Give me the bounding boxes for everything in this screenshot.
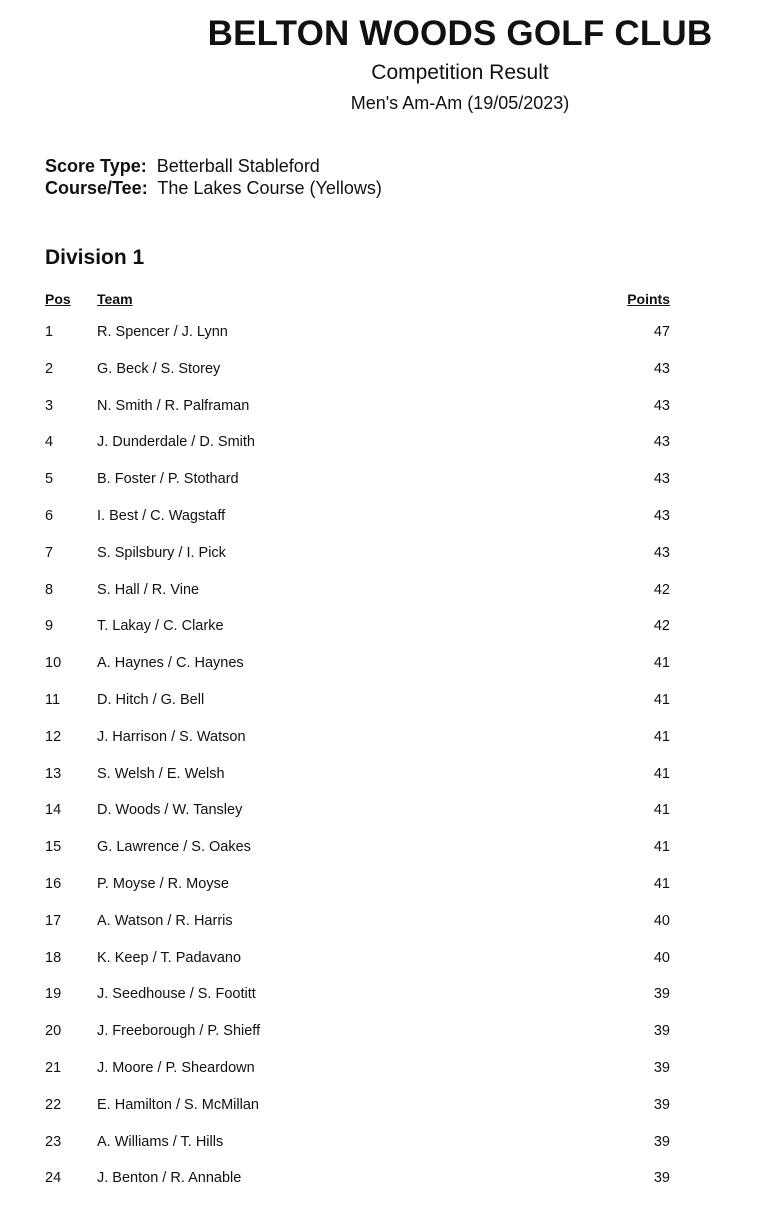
- row-team: T. Lakay / C. Clarke: [97, 618, 224, 635]
- table-row: [0, 837, 773, 874]
- row-team: D. Woods / W. Tansley: [97, 802, 243, 819]
- row-team: B. Foster / P. Stothard: [97, 471, 239, 488]
- row-points: 40: [653, 912, 670, 929]
- club-name: BELTON WOODS GOLF CLUB: [207, 14, 713, 53]
- row-team: K. Keep / T. Padavano: [97, 949, 242, 966]
- table-row: [0, 874, 773, 911]
- row-pos: 5: [45, 471, 54, 488]
- row-points: 39: [653, 1170, 670, 1187]
- row-points: 43: [653, 397, 670, 414]
- table-row: [0, 1132, 773, 1169]
- row-points: 43: [653, 544, 670, 561]
- column-header-pos: Pos: [45, 291, 71, 307]
- table-row: [0, 800, 773, 837]
- score-type-label: Score Type:: [45, 156, 147, 176]
- table-row: [0, 911, 773, 948]
- row-team: P. Moyse / R. Moyse: [97, 875, 229, 892]
- row-pos: 8: [45, 581, 54, 598]
- row-points: 43: [653, 360, 670, 377]
- row-points: 43: [653, 434, 670, 451]
- row-pos: 21: [45, 1059, 62, 1076]
- row-points: 43: [653, 507, 670, 524]
- row-pos: 23: [45, 1133, 62, 1150]
- table-row: [0, 432, 773, 469]
- table-row: [0, 1168, 773, 1205]
- row-pos: 15: [45, 839, 62, 856]
- row-points: 41: [653, 655, 670, 672]
- row-pos: 2: [45, 360, 54, 377]
- row-team: A. Williams / T. Hills: [97, 1133, 224, 1150]
- row-team: D. Hitch / G. Bell: [97, 691, 205, 708]
- row-team: S. Hall / R. Vine: [97, 581, 200, 598]
- row-pos: 11: [45, 691, 61, 708]
- table-row: [0, 690, 773, 727]
- row-points: 40: [653, 949, 670, 966]
- row-team: A. Haynes / C. Haynes: [97, 655, 244, 672]
- row-pos: 14: [45, 802, 62, 819]
- row-team: J. Moore / P. Sheardown: [97, 1059, 255, 1076]
- row-points: 43: [653, 471, 670, 488]
- row-pos: 9: [45, 618, 54, 635]
- course-tee-value: The Lakes Course (Yellows): [157, 178, 382, 198]
- page-title: Competition Result: [371, 61, 549, 84]
- row-team: J. Dunderdale / D. Smith: [97, 434, 255, 451]
- results-table: [0, 322, 773, 1205]
- row-pos: 20: [45, 1023, 62, 1040]
- row-points: 41: [653, 765, 670, 782]
- row-team: A. Watson / R. Harris: [97, 912, 233, 929]
- table-row: [0, 543, 773, 580]
- row-points: 39: [653, 1133, 670, 1150]
- row-pos: 17: [45, 912, 62, 929]
- row-pos: 24: [45, 1170, 62, 1187]
- course-tee-label: Course/Tee:: [45, 178, 148, 198]
- table-row: [0, 948, 773, 985]
- table-row: [0, 1058, 773, 1095]
- row-points: 41: [653, 728, 670, 745]
- table-row: [0, 506, 773, 543]
- table-row: [0, 469, 773, 506]
- division-title: Division 1: [45, 246, 145, 269]
- row-pos: 10: [45, 655, 62, 672]
- row-points: 39: [653, 1096, 670, 1113]
- row-pos: 4: [45, 434, 54, 451]
- table-row: [0, 653, 773, 690]
- column-header-points: Points: [627, 291, 670, 307]
- row-pos: 12: [45, 728, 62, 745]
- row-points: 41: [653, 691, 670, 708]
- course-tee: [45, 178, 382, 199]
- row-pos: 22: [45, 1096, 62, 1113]
- competition-name: Men's Am-Am (19/05/2023): [350, 93, 570, 113]
- row-team: R. Spencer / J. Lynn: [97, 324, 228, 340]
- row-team: J. Freeborough / P. Shieff: [97, 1023, 261, 1040]
- row-points: 41: [653, 839, 670, 856]
- row-team: G. Lawrence / S. Oakes: [97, 839, 251, 856]
- row-points: 39: [653, 986, 670, 1003]
- row-team: J. Harrison / S. Watson: [97, 728, 246, 745]
- row-pos: 1: [45, 324, 54, 340]
- row-points: 39: [653, 1023, 670, 1040]
- row-team: S. Welsh / E. Welsh: [97, 765, 225, 782]
- row-team: J. Benton / R. Annable: [97, 1170, 242, 1187]
- table-row: [0, 1095, 773, 1132]
- table-row: [0, 727, 773, 764]
- row-team: G. Beck / S. Storey: [97, 360, 221, 377]
- row-pos: 13: [45, 765, 62, 782]
- row-pos: 19: [45, 986, 62, 1003]
- row-points: 42: [653, 618, 670, 635]
- row-points: 47: [653, 324, 670, 340]
- table-row: [0, 580, 773, 617]
- row-points: 41: [653, 802, 670, 819]
- table-row: [0, 1021, 773, 1058]
- score-type: [45, 156, 320, 177]
- row-pos: 16: [45, 875, 62, 892]
- row-points: 42: [653, 581, 670, 598]
- row-pos: 6: [45, 507, 54, 524]
- row-team: J. Seedhouse / S. Footitt: [97, 986, 256, 1003]
- row-pos: 7: [45, 544, 54, 561]
- row-pos: 3: [45, 397, 54, 414]
- row-points: 41: [653, 875, 670, 892]
- row-team: S. Spilsbury / I. Pick: [97, 544, 226, 561]
- table-row: [0, 396, 773, 433]
- row-team: I. Best / C. Wagstaff: [97, 507, 226, 524]
- table-row: [0, 616, 773, 653]
- score-type-value: Betterball Stableford: [156, 156, 320, 176]
- table-row: [0, 764, 773, 801]
- table-row: [0, 322, 773, 359]
- row-pos: 18: [45, 949, 62, 966]
- table-row: [0, 359, 773, 396]
- row-points: 39: [653, 1059, 670, 1076]
- row-team: E. Hamilton / S. McMillan: [97, 1096, 259, 1113]
- column-header-team: Team: [97, 291, 133, 307]
- row-team: N. Smith / R. Palframan: [97, 397, 250, 414]
- table-row: [0, 984, 773, 1021]
